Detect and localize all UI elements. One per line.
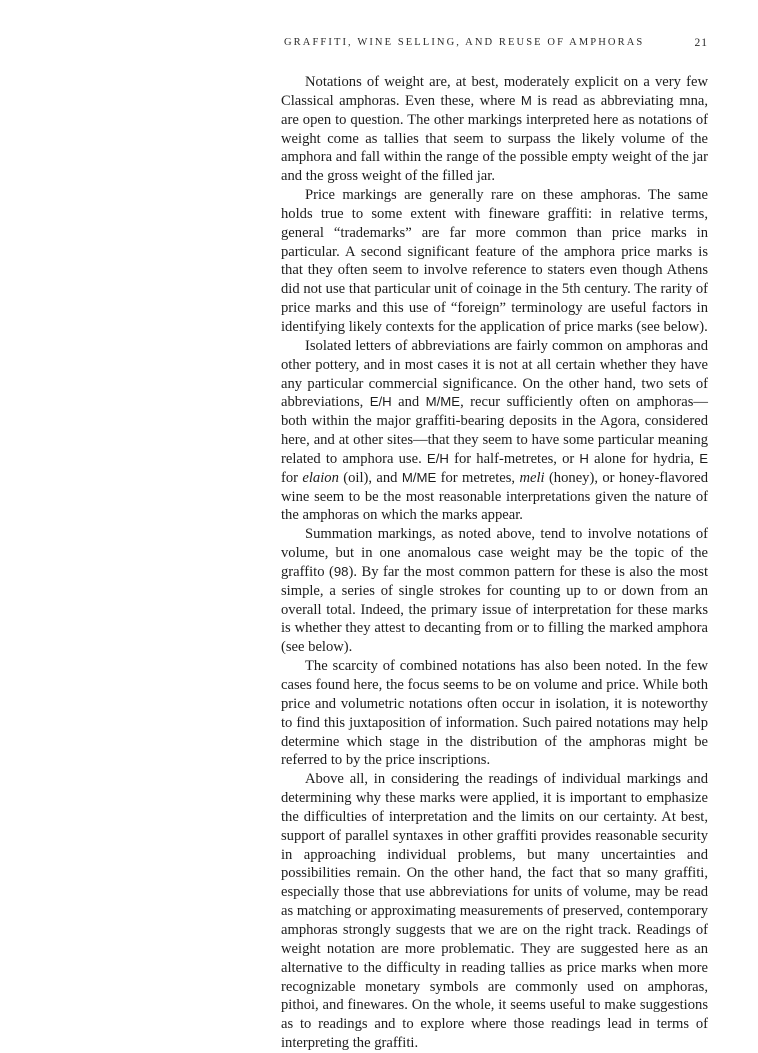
text-run: ). By far the most common pattern for these is also the most simple, a series of single strokes for counting up to or down from an overall total. Indeed, the primary issue of interpretation for these marks is whether they attest to decanting from or to filling the marked amphora (see below). [281,563,708,656]
running-title: GRAFFITI, WINE SELLING, AND REUSE OF AMPHORAS [284,37,645,48]
abbreviation-text: 98 [333,563,349,579]
text-run: is read as abbreviating mna, are open to question. The other markings interpreted here as notations of weight come as tallies that seem to surpass the likely volume of the amphora and fall within the range of the possible empty weight of the jar and the gross weight of the filled jar. [281,92,708,185]
text-run: alone for hydria, [588,450,700,467]
text-run: Summation markings, as noted above, tend to involve notations of volume, but in one anomalous case weight may be the topic of the graffito ( [281,526,708,580]
text-run: Notations of weight are, at best, moderately explicit on a very few Classical amphoras. Even these, where [281,74,708,109]
abbreviation-text: M [520,92,532,108]
abbreviation-text: E [699,450,708,466]
text-run: and [391,394,426,411]
text-run: for [281,469,303,486]
paragraph [281,73,708,186]
page-number: 21 [694,37,708,49]
paragraph [281,186,708,337]
paragraph [281,525,708,657]
text-run: Isolated letters of abbreviations are fairly common on amphoras and other pottery, and in most cases it is not at all certain whether they have any particular commercial significance. On the other hand, two sets of abbreviations, [281,337,708,411]
abbreviation-text: E/H [369,394,392,410]
running-header [281,37,708,53]
text-run: Above all, in considering the readings of individual markings and determining why these marks were applied, it is important to emphasize the difficulties of interpretation and the limits on our certainty. At best, support of parallel syntaxes in other graffiti provides reasonable security in approaching individual problems, but many uncertainties and possibilities remain. On the other hand, the fact that so many graffiti, especially those that use abbreviations for units of volume, may be read as matching or approximating measurements of preserved, contemporary amphoras strongly suggests that we are on the right track. Readings of weight notation are more problematic. They are suggested here as an alternative to the difficulty in reading tallies as price marks when more recognizable monetary symbols are commonly used on amphoras, pithoi, and finewares. On the whole, it seems useful to make suggestions as to readings and to explore where those readings lead in terms of interpreting the graffiti. [281,771,708,1052]
abbreviation-text: M/ME [401,469,437,485]
text-run: Price markings are generally rare on these amphoras. The same holds true to some extent with fineware graffiti: in relative terms, general “trademarks” are far more common than price marks in particular. A second significant feature of the amphora price marks is that they often seem to involve reference to staters even though Athens did not use that particular unit of coinage in the 5th century. The rarity of price marks and this use of “foreign” terminology are useful factors in identifying likely contexts for the application of price marks (see below). [281,187,708,335]
text-run: , recur sufficiently often on amphoras—both within the major graffiti-bearing deposits in the Agora, considered here, and at other sites—that they seem to have some particular meaning related to amphora use. [281,394,708,467]
italic-term: elaion [302,469,339,486]
text-run: (oil), and [338,469,402,486]
paragraph [281,770,708,1053]
text-run: for metretes, [436,469,520,486]
paragraph [281,657,708,770]
italic-term: meli [519,469,545,486]
text-run: for half-metretes, or [448,450,580,467]
abbreviation-text: H [579,450,589,466]
abbreviation-text: E/H [426,450,449,466]
text-run: (honey), or honey-flavored wine seem to be the most reasonable interpretations given the nature of the amphoras on which the marks appear. [281,469,708,524]
body-text [281,73,708,1053]
abbreviation-text: M/ME [425,394,461,410]
paragraph [281,337,708,525]
text-run: The scarcity of combined notations has also been noted. In the few cases found here, the focus seems to be on volume and price. While both price and volumetric notations often occur in isolation, it is noteworthy to find this juxtaposition of information. Such paired notations may help determine which stage in the distribution of the amphoras might be referred to by the price inscriptions. [281,658,708,769]
